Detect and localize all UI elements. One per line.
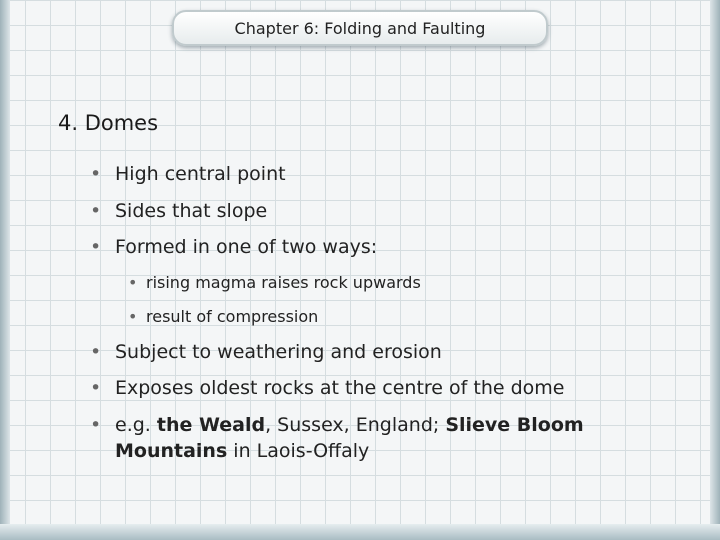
left-frame	[0, 0, 10, 540]
title-bar	[172, 10, 548, 46]
slide-title: Chapter 6: Folding and Faulting	[234, 18, 486, 38]
bottom-frame	[0, 524, 720, 540]
bullet-icon: •	[90, 414, 102, 436]
list-item: • Exposes oldest rocks at the centre of the dome	[90, 377, 565, 399]
example-slieve-bloom: Slieve Bloom Mountains	[115, 414, 584, 462]
bullet-icon: •	[90, 236, 102, 258]
list-item: • High central point	[90, 163, 286, 185]
bullet-icon: •	[90, 377, 102, 399]
example-text: e.g. the Weald, Sussex, England; Slieve Bloom Mountains in Laois-Offaly	[115, 414, 584, 462]
bullet-icon: •	[90, 163, 102, 185]
bullet-icon: •	[90, 200, 102, 222]
bullet-icon: •	[128, 273, 138, 292]
bullet-icon: •	[90, 341, 102, 363]
list-item	[90, 412, 590, 464]
sub-list-item: • result of compression	[128, 307, 319, 326]
sub-list-item: • rising magma raises rock upwards	[128, 273, 421, 292]
list-item: • Sides that slope	[90, 200, 268, 222]
list-item: • Formed in one of two ways:	[90, 236, 378, 258]
list-item: • Subject to weathering and erosion	[90, 341, 442, 363]
bullet-icon: •	[128, 307, 138, 326]
right-frame	[710, 0, 720, 540]
section-heading: 4. Domes	[58, 111, 159, 135]
example-weald: the Weald	[156, 414, 266, 436]
